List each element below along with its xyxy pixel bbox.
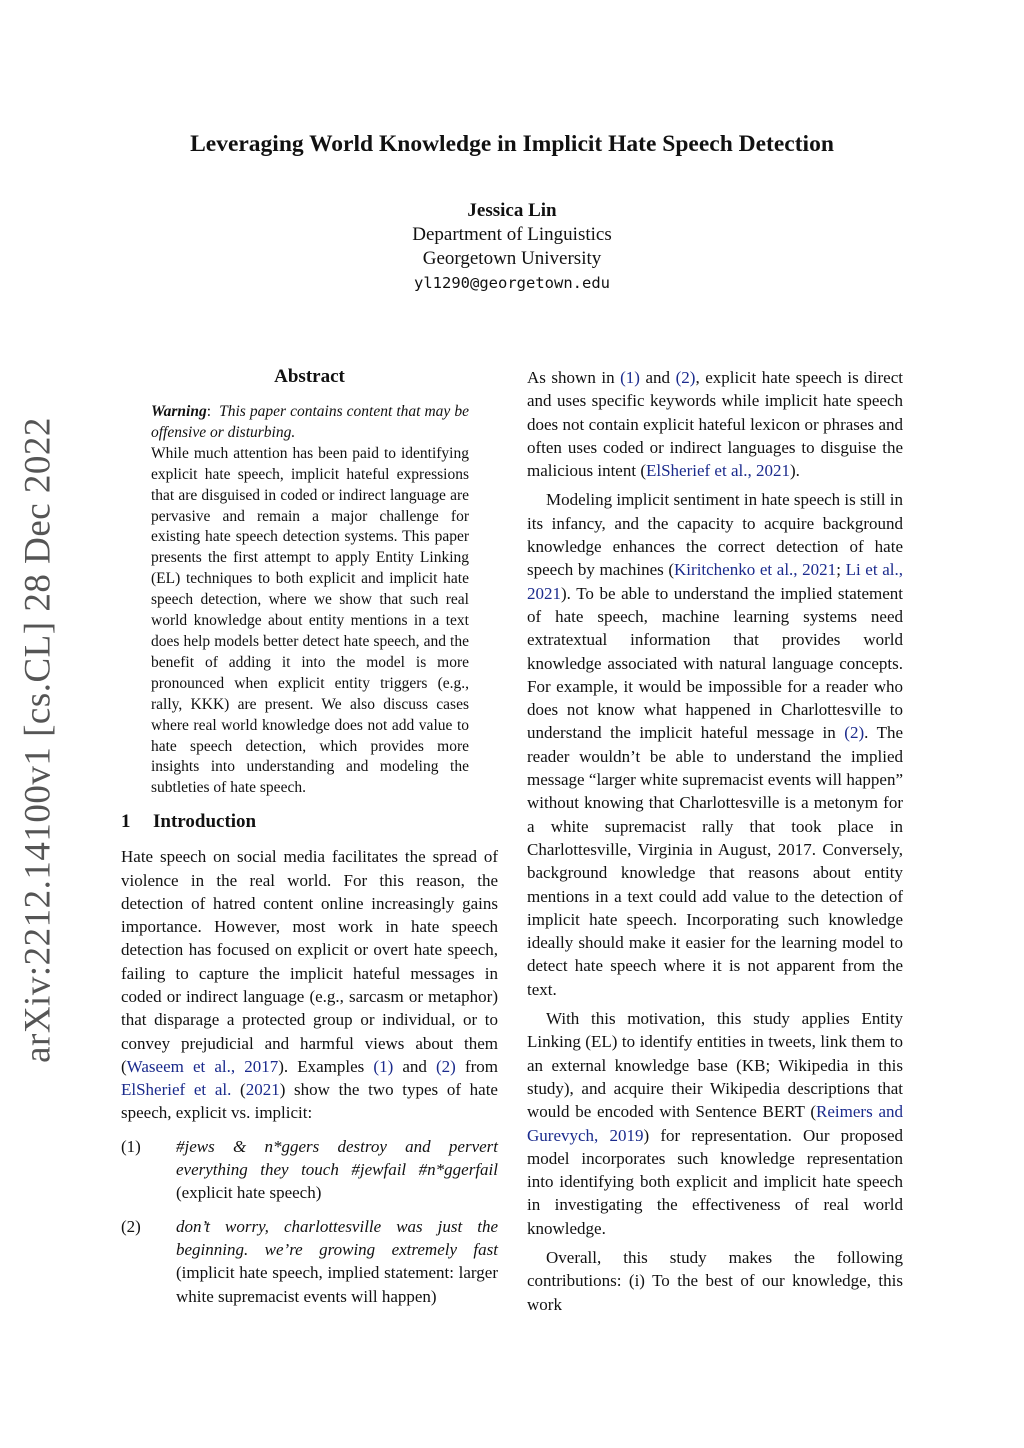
text-run: , explicit hate speech is direct and uses specific keywords while implicit hate speech does not contain explicit hateful lexicon or phrases and often uses coded or indirect languages to disguise the malicious intent ( [527,368,903,481]
text-run: As shown in [527,368,621,387]
text-run: ; [836,560,846,580]
example-ref-link[interactable]: (2) [675,368,696,387]
citation-link[interactable]: Li et al., 2021 [527,560,903,603]
author-department: Department of Linguistics [412,224,612,245]
arxiv-identifier: arXiv:2212.14100v1 [cs.CL] 28 Dec 2022 [17,417,59,1063]
text-run: ). To be able to understand the implied statement of hate speech, machine learning systems need extratextual information that provides world knowledge associated with natural language concepts. For example, it would be impossible for a reader who does not know what happened in Charlottesville to understand the implicit hateful message in [527,583,903,743]
example-ref-link[interactable]: (1) [373,1056,394,1076]
section-heading-introduction [121,811,498,833]
right-paragraph-2 [527,488,903,1001]
example-ref-link[interactable]: (2) [844,723,865,743]
abstract-warning: Warning: This paper contains content that may be offensive or disturbing. [151,403,469,441]
citation-link[interactable]: ElSherief et al., 2021 [645,461,790,481]
warning-label: Warning [151,403,207,420]
example-text: #jews & n*ggers destroy and pervert everything they touch #jewfail #n*ggerfail [176,1136,498,1180]
example-ref-link[interactable]: (2) [436,1056,456,1076]
example-note: (implicit hate speech, implied statement: larger white supremacist events will happen) [176,1263,498,1306]
citation-link[interactable]: Waseem et al., 2017 [126,1056,279,1076]
abstract-heading: Abstract [274,366,345,387]
right-paragraph-3 [527,1007,903,1240]
text-run: and [639,368,676,387]
intro-paragraph-1 [121,845,498,1125]
example-number: (2) [121,1216,141,1236]
example-note: (explicit hate speech) [176,1183,322,1203]
warning-text: This paper contains content that may be offensive or disturbing. [151,403,469,441]
citation-link[interactable]: Kiritchenko et al., 2021 [674,560,837,580]
citation-link[interactable]: Reimers and Gurevych, 2019 [527,1102,903,1145]
example-number: (1) [121,1136,141,1156]
citation-year-link[interactable]: 2021 [245,1080,280,1100]
text-run: ) show the two types of hate speech, explicit vs. implicit: [121,1080,498,1123]
example-ref-link[interactable]: (1) [620,368,640,387]
author-university: Georgetown University [422,248,602,269]
text-run: ). Examples [278,1056,374,1076]
example-body [176,1135,498,1205]
text-run: ). [789,461,800,481]
right-column [527,366,903,1322]
citation-link[interactable]: ElSherief et al. [121,1080,232,1100]
abstract [151,402,469,799]
text-run: and [393,1056,437,1076]
section-number: 1 [121,811,131,833]
author-name: Jessica Lin [467,200,557,221]
example-text: don’t worry, charlottesville was just the beginning. we’re growing extremely fast [176,1216,498,1259]
right-paragraph-1 [527,366,903,482]
text-run: ) for representation. Our proposed model incorporates such knowledge representation into identifying both explicit and implicit hate speech in investigating the effectiveness of real world knowledge. [527,1125,903,1238]
example-2 [121,1215,498,1308]
author-block [0,199,1024,295]
right-paragraph-4: Overall, this study makes the following contributions: (i) To the best of our knowledge, this work [527,1247,903,1314]
text-run: Hate speech on social media facilitates the spread of violence in the real world. For this reason, the detection of hatred content online increasingly gains importance. However, most work in hate speech detection has focused on explicit or overt hate speech, failing to capture the implicit hateful messages in coded or indirect language (e.g., sarcasm or metaphor) that disparage a protected group or individual, or to convey prejudicial and harmful views about them ( [121,847,498,1076]
text-run: ( [231,1080,246,1100]
section-title: Introduction [153,811,257,833]
intro-body [121,845,498,1125]
abstract-text: While much attention has been paid to identifying explicit hate speech, implicit hateful expressions that are disguised in coded or indirect language are pervasive and remain a major challenge for existing hate speech detection systems. This paper presents the first attempt to apply Entity Linking (EL) techniques to both explicit and implicit hate speech detection, where we show that such real world knowledge about entity mentions in a text does help models better detect hate speech, and the benefit of adding it into the model is more pronounced when explicit entity triggers (e.g., rally, KKK) are present. We also discuss cases where real world knowledge does not add value to hate speech detection, which provides more insights into understanding and modeling the subtleties of hate speech. [151,444,469,797]
paper-title: Leveraging World Knowledge in Implicit Hate Speech Detection [190,131,834,157]
left-column [121,366,498,1308]
example-1 [121,1135,498,1205]
author-email[interactable]: yl1290@georgetown.edu [414,274,610,292]
text-run: . The reader wouldn’t be able to understand the implied message “larger white supremacist events will happen” without knowing that Charlottesville is a metonym for a white supremacist rally that took place in Charlottesville, Virginia in August, 2017. Conversely, background knowledge that reasons about entity mentions in a text could add value to the detection of implicit hate speech. Incorporating such knowledge ideally should make it easier for the learning model to detect hate speech where it is not apparent from the text. [527,723,904,999]
text-run: from [455,1056,499,1076]
text-run: With this motivation, this study applies Entity Linking (EL) to identify entities in tweets, link them to an external knowledge base (KB; Wikipedia in this study), and acquire their Wikipedia descriptions that would be encoded with Sentence BERT ( [527,1009,903,1122]
text-run: Modeling implicit sentiment in hate speech is still in its infancy, and the capacity to acquire background knowledge enhances the correct detection of hate speech by machines ( [527,490,903,580]
example-body [176,1215,498,1308]
